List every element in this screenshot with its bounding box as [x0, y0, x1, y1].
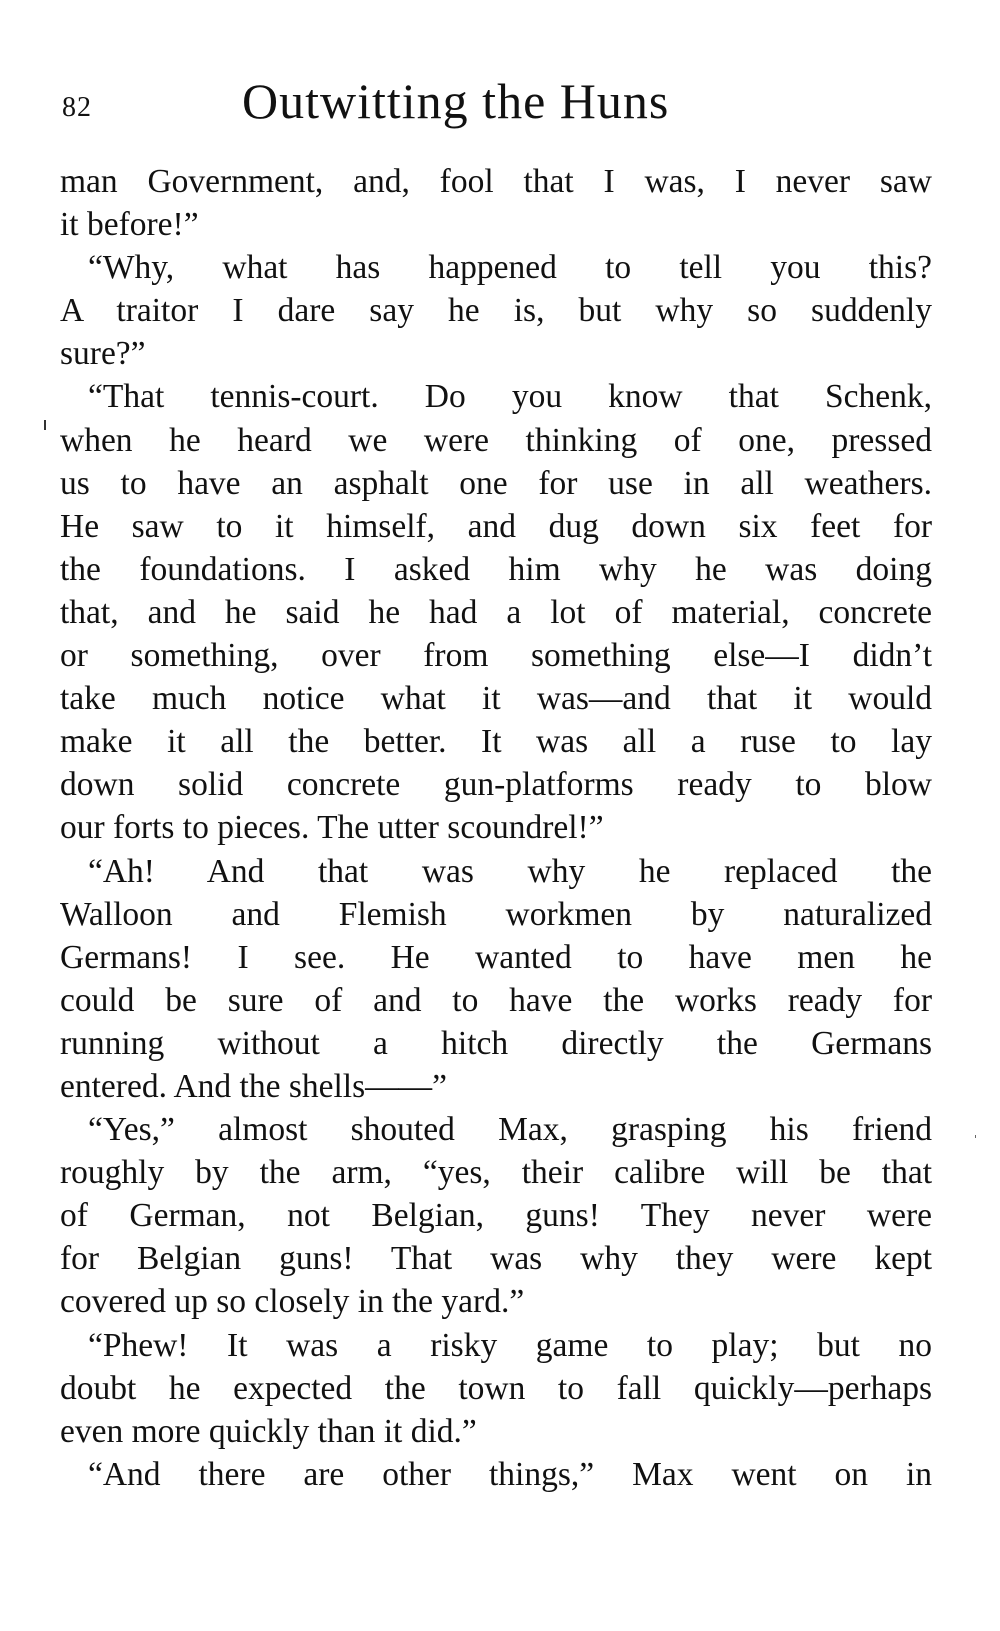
text-line: take much notice what it was—and that it would	[60, 680, 932, 718]
text-line: down solid concrete gun-platforms ready to blow	[60, 766, 932, 804]
text-line: “Ah! And that was why he replaced the	[88, 852, 932, 890]
text-line: our forts to pieces. The utter scoundrel!”	[60, 809, 604, 847]
text-line: or something, over from something else—I didn’t	[60, 637, 932, 675]
text-line: entered. And the shells——”	[60, 1067, 448, 1105]
margin-mark	[44, 420, 46, 430]
text-line: Germans! I see. He wanted to have men he	[60, 938, 932, 976]
body-text	[60, 160, 932, 1496]
text-line: for Belgian guns! That was why they were kept	[60, 1240, 932, 1278]
text-line: doubt he expected the town to fall quickly—perhaps	[60, 1369, 932, 1407]
running-title: Outwitting the Huns	[242, 73, 670, 129]
text-line: “Phew! It was a risky game to play; but no	[88, 1326, 932, 1364]
text-line: running without a hitch directly the Germans	[60, 1024, 932, 1062]
text-line: He saw to it himself, and dug down six feet for	[60, 507, 932, 545]
page-number: 82	[62, 92, 92, 123]
text-line: A traitor I dare say he is, but why so suddenly	[60, 292, 932, 330]
margin-speck	[975, 1135, 976, 1138]
text-line: man Government, and, fool that I was, I never saw	[60, 163, 932, 200]
text-line: make it all the better. It was all a ruse to lay	[60, 723, 932, 761]
text-line: roughly by the arm, “yes, their calibre will be that	[60, 1154, 932, 1192]
text-line: the foundations. I asked him why he was doing	[60, 550, 932, 588]
text-line: Walloon and Flemish workmen by naturalized	[60, 895, 932, 933]
text-line: even more quickly than it did.”	[60, 1412, 477, 1450]
text-line: “Why, what has happened to tell you this?	[88, 249, 932, 287]
text-line: that, and he said he had a lot of material, concrete	[60, 593, 932, 631]
text-line: could be sure of and to have the works ready for	[60, 981, 932, 1019]
text-line: it before!”	[60, 206, 199, 244]
text-line: covered up so closely in the yard.”	[60, 1283, 525, 1321]
text-line: us to have an asphalt one for use in all weathers.	[60, 464, 932, 502]
text-line: sure?”	[60, 335, 146, 373]
page-header	[62, 72, 932, 142]
text-line: when he heard we were thinking of one, pressed	[60, 421, 932, 459]
text-line: of German, not Belgian, guns! They never were	[60, 1197, 932, 1235]
text-line: “And there are other things,” Max went on in	[88, 1455, 932, 1493]
text-line: “That tennis-court. Do you know that Schenk,	[88, 378, 932, 416]
text-line: “Yes,” almost shouted Max, grasping his friend	[88, 1111, 932, 1149]
